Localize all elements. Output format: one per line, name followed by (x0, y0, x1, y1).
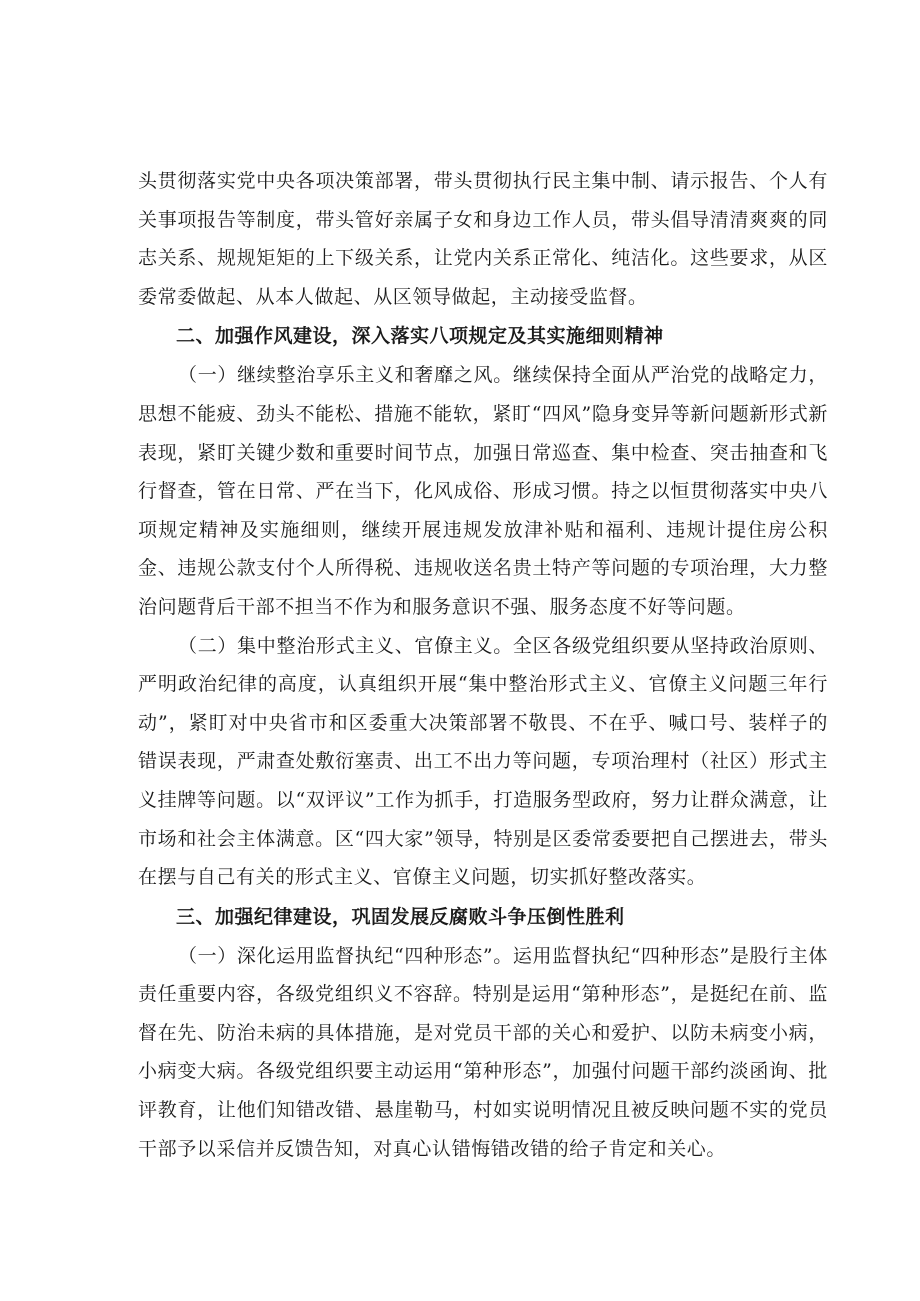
section-heading-3: 三、加强纪律建设，巩固发展反腐败斗争压倒性胜利 (176, 905, 625, 928)
document-body (138, 162, 828, 1168)
paragraph-2-2: （二）集中整治形式主义、官僚主义。全区各级党组织要从坚持政治原则、严明政治纪律的高度，认真组织开展“集中整治形式主义、官僚主义问题三年行动”，紧盯对中央省市和区委重大决策部署不敬畏、不在乎、喊口号、装样子的错误表现，严肃查处敷衍塞责、出工不出力等问题，专项治理村（社区）形式主义挂牌等问题。以“双评议”工作为抓手，打造服务型政府，努力让群众满意，让市场和社会主体满意。区“四大家”领导，特别是区委常委要把自己摆进去，带头在摆与自己有关的形式主义、官僚主义问题，切实抓好整改落实。 (138, 634, 828, 889)
paragraph-3-1: （一）深化运用监督执纪“四种形态”。运用监督执纪“四种形态”是股行主体责任重要内容，各级党组织义不容辞。特别是运用“第种形态”，是挺纪在前、监督在先、防治未病的具体措施，是对党员干部的关心和爱护、以防未病变小病，小病变大病。各级党组织要主动运用“第种形态”，加强付问题干部约淡函询、批评教育，让他们知错改错、悬崖勒马，村如实说明情况且被反映问题不实的党员干部予以采信并反馈告知，对真心认错悔错改错的给子肯定和关心。 (138, 944, 828, 1160)
paragraph-continuation: 头贯彻落实党中央各项决策部署，带头贯彻执行民主集中制、请示报告、个人有关事项报告等制度，带头管好亲属子女和身边工作人员，带头倡导清清爽爽的同志关系、规规矩矩的上下级关系，让党内关系正常化、纯洁化。这些要求，从区委常委做起、从本人做起、从区领导做起，主动接受监督。 (138, 170, 828, 308)
section-heading-2: 二、加强作风建设，深入落实八项规定及其实施细则精神 (176, 325, 664, 348)
paragraph-2-1: （一）继续整治享乐主义和奢靡之风。继续保持全面从严治党的战略定力，思想不能疲、劲头不能松、措施不能软，紧盯“四风”隐身变异等新问题新形式新表现，紧盯关键少数和重要时间节点，加强日常巡查、集中检查、突击抽查和飞行督查，管在日常、严在当下，化风成俗、形成习惯。持之以恒贯彻落实中央八项规定精神及实施细则，继续开展违规发放津补贴和福利、违规计提住房公积金、违规公款支付个人所得税、违规收送名贵土特产等问题的专项治理，大力整治问题背后干部不担当不作为和服务意识不强、服务态度不好等问题。 (138, 364, 828, 618)
